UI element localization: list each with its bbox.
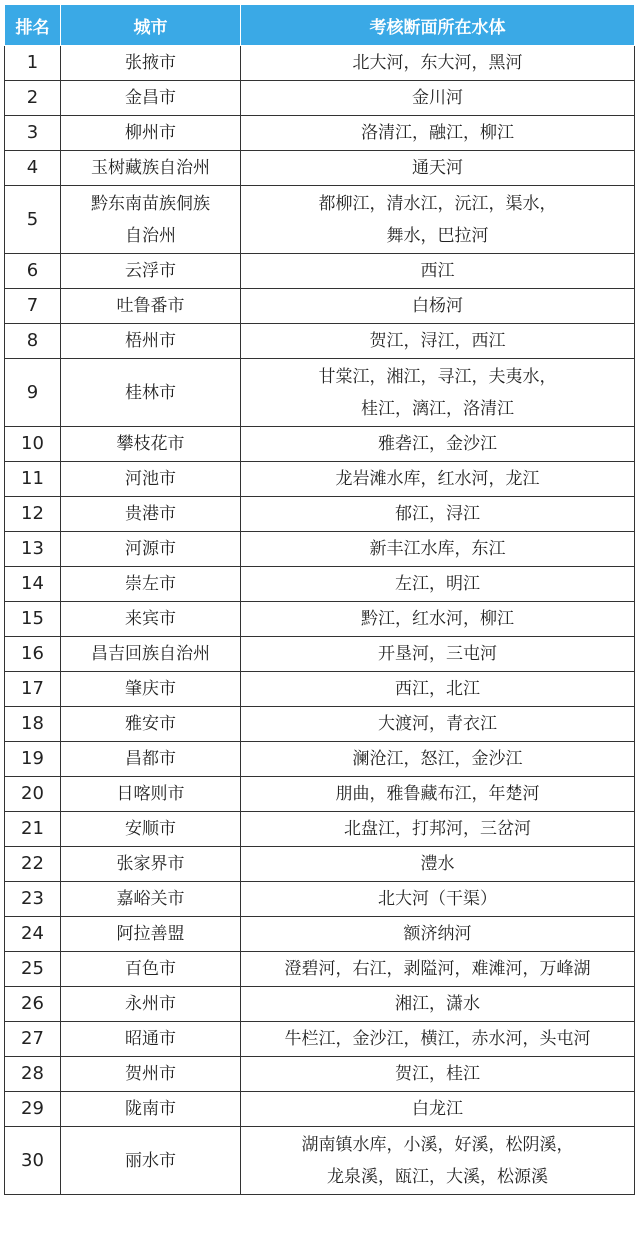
- table-row: [5, 637, 635, 672]
- table-row: [5, 602, 635, 637]
- city-cell: 昌吉回族自治州: [61, 637, 241, 672]
- table-row: [5, 707, 635, 742]
- rank-cell: 26: [5, 987, 61, 1022]
- city-cell: 日喀则市: [61, 777, 241, 812]
- table-row: [5, 882, 635, 917]
- city-cell: 攀枝花市: [61, 427, 241, 462]
- water-cell: 澜沧江，怒江，金沙江: [241, 742, 635, 777]
- table-row: [5, 672, 635, 707]
- table-row: [5, 186, 635, 254]
- city-cell: 桂林市: [61, 359, 241, 427]
- city-cell: 肇庆市: [61, 672, 241, 707]
- water-cell: 黔江，红水河，柳江: [241, 602, 635, 637]
- water-cell: 湖南镇水库，小溪，好溪，松阴溪， 龙泉溪，瓯江，大溪，松源溪: [241, 1127, 635, 1195]
- water-cell: 金川河: [241, 81, 635, 116]
- city-cell: 张掖市: [61, 46, 241, 81]
- table-row: [5, 742, 635, 777]
- city-cell: 昭通市: [61, 1022, 241, 1057]
- header-rank: 排名: [5, 5, 61, 46]
- water-cell: 大渡河，青衣江: [241, 707, 635, 742]
- city-cell: 金昌市: [61, 81, 241, 116]
- rank-cell: 8: [5, 324, 61, 359]
- rank-cell: 30: [5, 1127, 61, 1195]
- header-water: 考核断面所在水体: [241, 5, 635, 46]
- table-row: [5, 1092, 635, 1127]
- table-row: [5, 812, 635, 847]
- rank-cell: 1: [5, 46, 61, 81]
- city-cell: 来宾市: [61, 602, 241, 637]
- city-cell: 雅安市: [61, 707, 241, 742]
- rank-cell: 27: [5, 1022, 61, 1057]
- rank-cell: 18: [5, 707, 61, 742]
- rank-cell: 20: [5, 777, 61, 812]
- header-row: [5, 5, 635, 46]
- city-cell: 玉树藏族自治州: [61, 151, 241, 186]
- rank-cell: 15: [5, 602, 61, 637]
- rank-cell: 11: [5, 462, 61, 497]
- water-cell: 湘江，潇水: [241, 987, 635, 1022]
- table-row: [5, 46, 635, 81]
- rank-cell: 3: [5, 116, 61, 151]
- rank-cell: 5: [5, 186, 61, 254]
- water-cell: 贺江，浔江，西江: [241, 324, 635, 359]
- water-cell: 甘棠江，湘江，寻江，夫夷水， 桂江，漓江，洛清江: [241, 359, 635, 427]
- rank-cell: 22: [5, 847, 61, 882]
- ranking-table-container: [4, 4, 634, 1195]
- city-cell: 贺州市: [61, 1057, 241, 1092]
- rank-cell: 28: [5, 1057, 61, 1092]
- rank-cell: 29: [5, 1092, 61, 1127]
- table-row: [5, 254, 635, 289]
- rank-cell: 7: [5, 289, 61, 324]
- city-cell: 百色市: [61, 952, 241, 987]
- rank-cell: 23: [5, 882, 61, 917]
- table-row: [5, 462, 635, 497]
- rank-cell: 10: [5, 427, 61, 462]
- water-cell: 郁江，浔江: [241, 497, 635, 532]
- table-row: [5, 847, 635, 882]
- header-city: 城市: [61, 5, 241, 46]
- water-cell: 北盘江，打邦河，三岔河: [241, 812, 635, 847]
- water-cell: 额济纳河: [241, 917, 635, 952]
- water-cell: 朋曲，雅鲁藏布江，年楚河: [241, 777, 635, 812]
- water-cell: 新丰江水库，东江: [241, 532, 635, 567]
- water-cell: 白杨河: [241, 289, 635, 324]
- table-row: [5, 359, 635, 427]
- city-cell: 陇南市: [61, 1092, 241, 1127]
- water-cell: 都柳江，清水江，沅江，渠水， 舞水，巴拉河: [241, 186, 635, 254]
- rank-cell: 13: [5, 532, 61, 567]
- water-cell: 澧水: [241, 847, 635, 882]
- water-cell: 北大河，东大河，黑河: [241, 46, 635, 81]
- city-cell: 黔东南苗族侗族 自治州: [61, 186, 241, 254]
- city-cell: 永州市: [61, 987, 241, 1022]
- table-row: [5, 1022, 635, 1057]
- table-row: [5, 987, 635, 1022]
- city-cell: 梧州市: [61, 324, 241, 359]
- water-cell: 牛栏江，金沙江，横江，赤水河，头屯河: [241, 1022, 635, 1057]
- table-row: [5, 1127, 635, 1195]
- table-row: [5, 952, 635, 987]
- rank-cell: 12: [5, 497, 61, 532]
- rank-cell: 21: [5, 812, 61, 847]
- table-body: [5, 46, 635, 1195]
- rank-cell: 24: [5, 917, 61, 952]
- table-row: [5, 151, 635, 186]
- rank-cell: 6: [5, 254, 61, 289]
- rank-cell: 9: [5, 359, 61, 427]
- city-cell: 贵港市: [61, 497, 241, 532]
- table-row: [5, 427, 635, 462]
- ranking-table: [4, 4, 635, 1195]
- city-cell: 河池市: [61, 462, 241, 497]
- city-cell: 吐鲁番市: [61, 289, 241, 324]
- city-cell: 阿拉善盟: [61, 917, 241, 952]
- water-cell: 贺江，桂江: [241, 1057, 635, 1092]
- water-cell: 澄碧河，右江，剥隘河，难滩河，万峰湖: [241, 952, 635, 987]
- table-row: [5, 81, 635, 116]
- water-cell: 左江，明江: [241, 567, 635, 602]
- table-row: [5, 532, 635, 567]
- rank-cell: 17: [5, 672, 61, 707]
- table-row: [5, 1057, 635, 1092]
- water-cell: 开垦河，三屯河: [241, 637, 635, 672]
- table-row: [5, 324, 635, 359]
- city-cell: 云浮市: [61, 254, 241, 289]
- table-row: [5, 289, 635, 324]
- city-cell: 柳州市: [61, 116, 241, 151]
- water-cell: 西江: [241, 254, 635, 289]
- table-row: [5, 917, 635, 952]
- water-cell: 雅砻江，金沙江: [241, 427, 635, 462]
- city-cell: 昌都市: [61, 742, 241, 777]
- water-cell: 洛清江，融江，柳江: [241, 116, 635, 151]
- water-cell: 通天河: [241, 151, 635, 186]
- rank-cell: 25: [5, 952, 61, 987]
- city-cell: 河源市: [61, 532, 241, 567]
- table-row: [5, 567, 635, 602]
- table-row: [5, 777, 635, 812]
- table-row: [5, 497, 635, 532]
- city-cell: 张家界市: [61, 847, 241, 882]
- city-cell: 崇左市: [61, 567, 241, 602]
- rank-cell: 14: [5, 567, 61, 602]
- rank-cell: 19: [5, 742, 61, 777]
- water-cell: 龙岩滩水库，红水河，龙江: [241, 462, 635, 497]
- rank-cell: 2: [5, 81, 61, 116]
- water-cell: 北大河（干渠）: [241, 882, 635, 917]
- city-cell: 丽水市: [61, 1127, 241, 1195]
- table-row: [5, 116, 635, 151]
- water-cell: 白龙江: [241, 1092, 635, 1127]
- city-cell: 安顺市: [61, 812, 241, 847]
- water-cell: 西江，北江: [241, 672, 635, 707]
- rank-cell: 4: [5, 151, 61, 186]
- city-cell: 嘉峪关市: [61, 882, 241, 917]
- rank-cell: 16: [5, 637, 61, 672]
